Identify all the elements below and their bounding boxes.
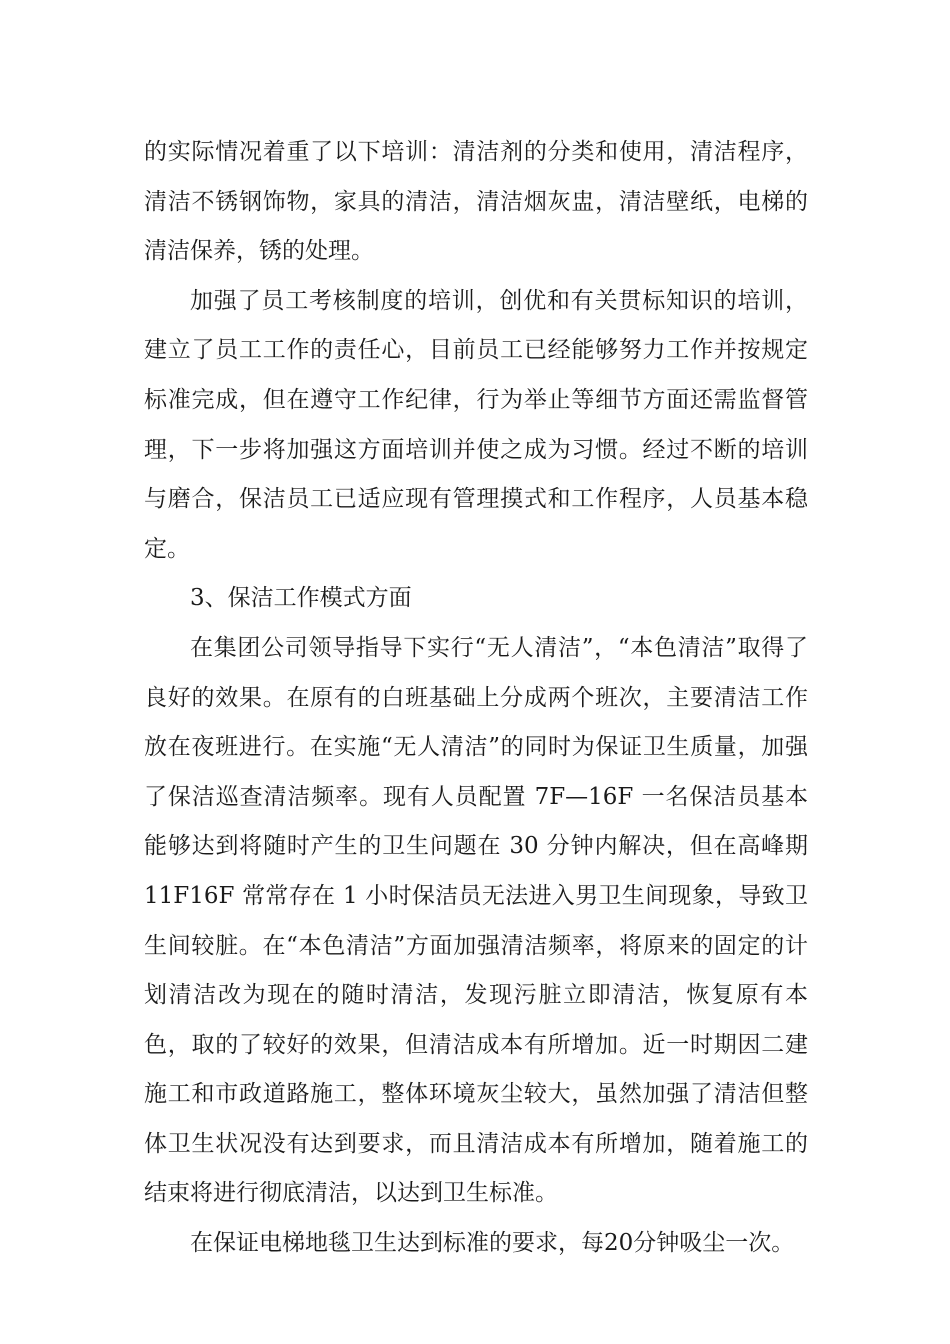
paragraph-cleaning-mode: 在集团公司领导指导下实行“无人清洁”，“本色清洁”取得了良好的效果。在原有的白班基础上分成两个班次，主要清洁工作放在夜班进行。在实施“无人清洁”的同时为保证卫生质量，加强了保洁巡查清洁频率。现有人员配置 7F—16F 一名保洁员基本能够达到将随时产生的卫生问题在 30 分钟内解决，但在高峰期 11F16F 常常存在 1 小时保洁员无法进入男卫生间现象，导致卫生间较脏。在“本色清洁”方面加强清洁频率，将原来的固定的计划清洁改为现在的随时清洁，发现污脏立即清洁，恢复原有本色，取的了较好的效果，但清洁成本有所增加。近一时期因二建施工和市政道路施工，整体环境灰尘较大，虽然加强了清洁但整体卫生状况没有达到要求，而且清洁成本有所增加，随着施工的结束将进行彻底清洁，以达到卫生标准。: [144, 634, 808, 1207]
document-body: [144, 128, 808, 1269]
paragraph-assessment-training: 加强了员工考核制度的培训，创优和有关贯标知识的培训，建立了员工工作的责任心，目前员工已经能够努力工作并按规定标准完成，但在遵守工作纪律，行为举止等细节方面还需监督管理，下一步将加强这方面培训并使之成为习惯。经过不断的培训与磨合，保洁员工已适应现有管理摸式和工作程序，人员基本稳定。: [144, 287, 808, 562]
paragraph-elevator-carpet: 在保证电梯地毯卫生达到标准的要求，每20分钟吸尘一次。: [190, 1230, 795, 1257]
section-heading-work-mode: 3、保洁工作模式方面: [190, 585, 412, 612]
paragraph-training-items: 的实际情况着重了以下培训：清洁剂的分类和使用，清洁程序，清洁不锈钢饰物，家具的清洁，清洁烟灰盅，清洁壁纸，电梯的清洁保养，锈的处理。: [144, 139, 808, 265]
